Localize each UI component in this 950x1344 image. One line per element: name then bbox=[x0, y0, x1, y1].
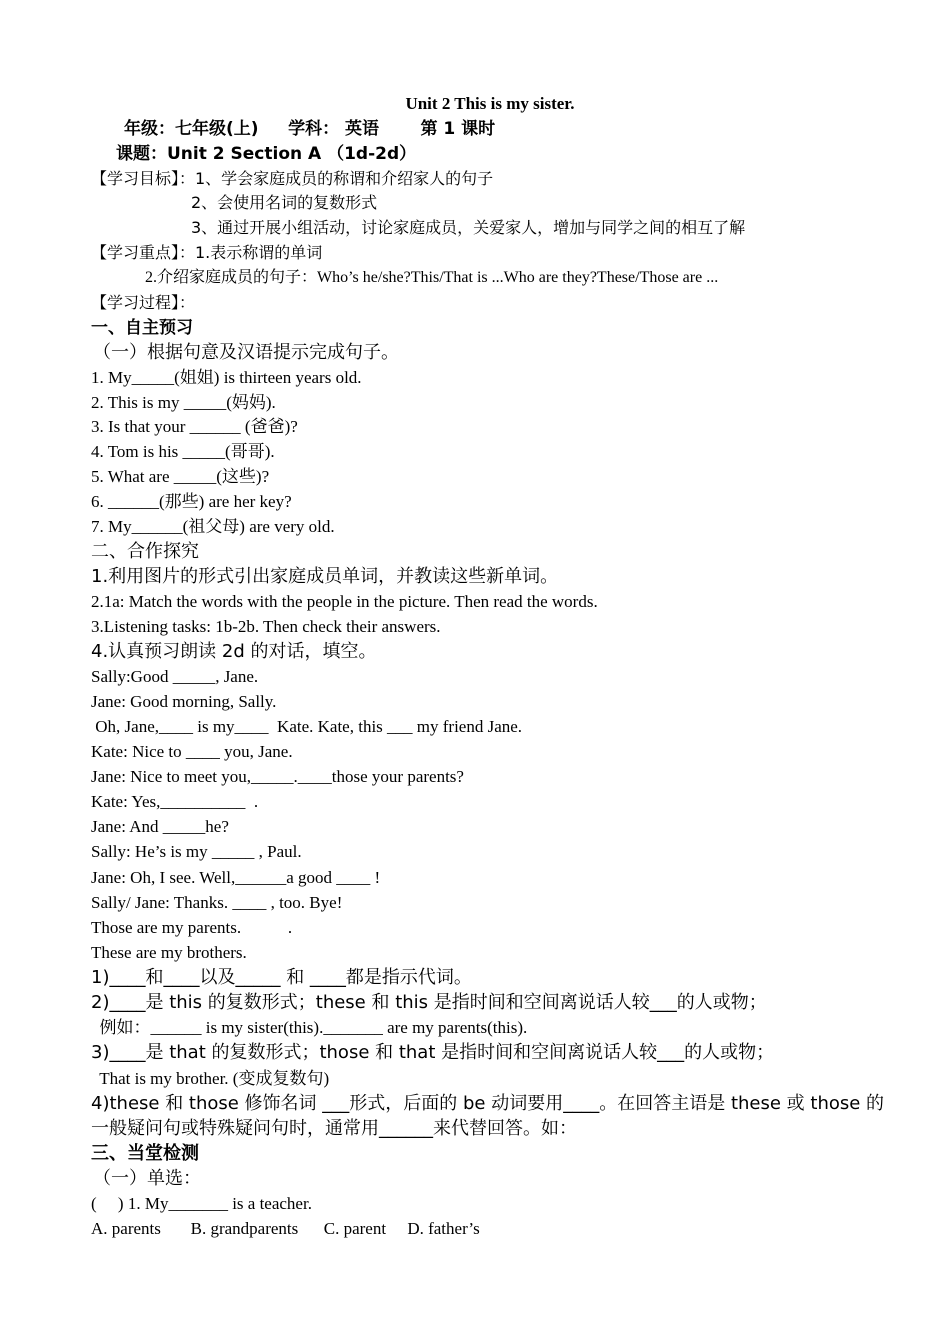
task-4: 4.认真预习朗读 2d 的对话，填空。 bbox=[91, 641, 377, 662]
page-title: Unit 2 This is my sister. bbox=[405, 94, 575, 113]
process-label: 【学习过程】： bbox=[91, 293, 196, 312]
dialogue-line: Sally: He’s is my _____ , Paul. bbox=[91, 842, 302, 861]
objective-item-3: 3、通过开展小组活动，讨论家庭成员，关爱家人，增加与同学之间的相互了解 bbox=[191, 218, 746, 237]
keypoints-line-2: 2.介绍家庭成员的句子：Who’s he/she?This/That is ...Who are they?These/Those are ... bbox=[145, 269, 719, 286]
dialogue-line: Sally/ Jane: Thanks. ____ , too. Bye! bbox=[91, 893, 343, 912]
exercise-item-5: 5. What are _____(这些)? bbox=[91, 467, 270, 486]
section3-heading: 三、当堂检测 bbox=[91, 1143, 199, 1164]
topic-line: 课题：Unit 2 Section A （1d-2d） bbox=[116, 144, 417, 164]
exercise-item-4: 4. Tom is his _____(哥哥). bbox=[91, 442, 275, 461]
section2-heading: 二、合作探究 bbox=[91, 541, 199, 562]
section3-subheading: （一）单选： bbox=[93, 1168, 201, 1189]
dialogue-line: Jane: Oh, I see. Well,______a good ____ ! bbox=[91, 868, 381, 887]
section1-subheading: （一）根据句意及汉语提示完成句子。 bbox=[93, 342, 399, 363]
exercise-item-6: 6. ______(那些) are her key? bbox=[91, 492, 292, 511]
grammar-line: 4)these 和 those 修饰名词 ___形式，后面的 be 动词要用____。在回答主语是 these 或 those 的 bbox=[91, 1093, 885, 1114]
task-1: 1.利用图片的形式引出家庭成员单词，并教读这些新单词。 bbox=[91, 566, 559, 587]
quiz-options: A. parents B. grandparents C. parent D. father’s bbox=[91, 1219, 480, 1238]
exercise-item-7: 7. My______(祖父母) are very old. bbox=[91, 517, 335, 536]
quiz-question: ( ) 1. My_______ is a teacher. bbox=[91, 1194, 312, 1213]
grammar-line: That is my brother. (变成复数句) bbox=[91, 1069, 330, 1088]
dialogue-line: Jane: Nice to meet you,_____.____those your parents? bbox=[91, 767, 464, 786]
objective-item-2: 2、会使用名词的复数形式 bbox=[191, 193, 378, 212]
grammar-line: 例如：______ is my sister(this)._______ are my parents(this). bbox=[91, 1018, 528, 1037]
grammar-line: 2)____是 this 的复数形式；these 和 this 是指时间和空间离说话人较___的人或物； bbox=[91, 992, 767, 1013]
exercise-item-3: 3. Is that your ______ (爸爸)? bbox=[91, 417, 298, 436]
keypoints-line-1: 【学习重点】：1.表示称谓的单词 bbox=[91, 243, 323, 262]
dialogue-line: Oh, Jane,____ is my____ Kate. Kate, this ___ my friend Jane. bbox=[91, 717, 523, 736]
task-3: 3.Listening tasks: 1b-2b. Then check their answers. bbox=[91, 617, 441, 636]
dialogue-line: Jane: And _____he? bbox=[91, 817, 229, 836]
grammar-line: 3)____是 that 的复数形式；those 和 that 是指时间和空间离说话人较___的人或物； bbox=[91, 1042, 775, 1063]
exercise-item-2: 2. This is my _____(妈妈). bbox=[91, 393, 276, 412]
dialogue-line: Sally:Good _____, Jane. bbox=[91, 667, 259, 686]
dialogue-line: Those are my parents. . bbox=[91, 918, 293, 937]
dialogue-line: Jane: Good morning, Sally. bbox=[91, 692, 277, 711]
exercise-item-1: 1. My_____(姐姐) is thirteen years old. bbox=[91, 368, 362, 387]
dialogue-line: Kate: Yes,__________ . bbox=[91, 792, 259, 811]
grammar-line: 一般疑问句或特殊疑问句时，通常用______来代替回答。如： bbox=[91, 1118, 577, 1139]
dialogue-line: These are my brothers. bbox=[91, 943, 247, 962]
task-2: 2.1a: Match the words with the people in the picture. Then read the words. bbox=[91, 592, 598, 611]
objectives-label: 【学习目标】：1、学会家庭成员的称谓和介绍家人的句子 bbox=[91, 169, 494, 188]
grammar-line: 1)____和____以及_____ 和 ____都是指示代词。 bbox=[91, 967, 472, 988]
meta-line: 年级：七年级(上) 学科： 英语 第 1 课时 bbox=[124, 119, 496, 139]
section1-heading: 一、自主预习 bbox=[91, 318, 193, 338]
dialogue-line: Kate: Nice to ____ you, Jane. bbox=[91, 742, 293, 761]
